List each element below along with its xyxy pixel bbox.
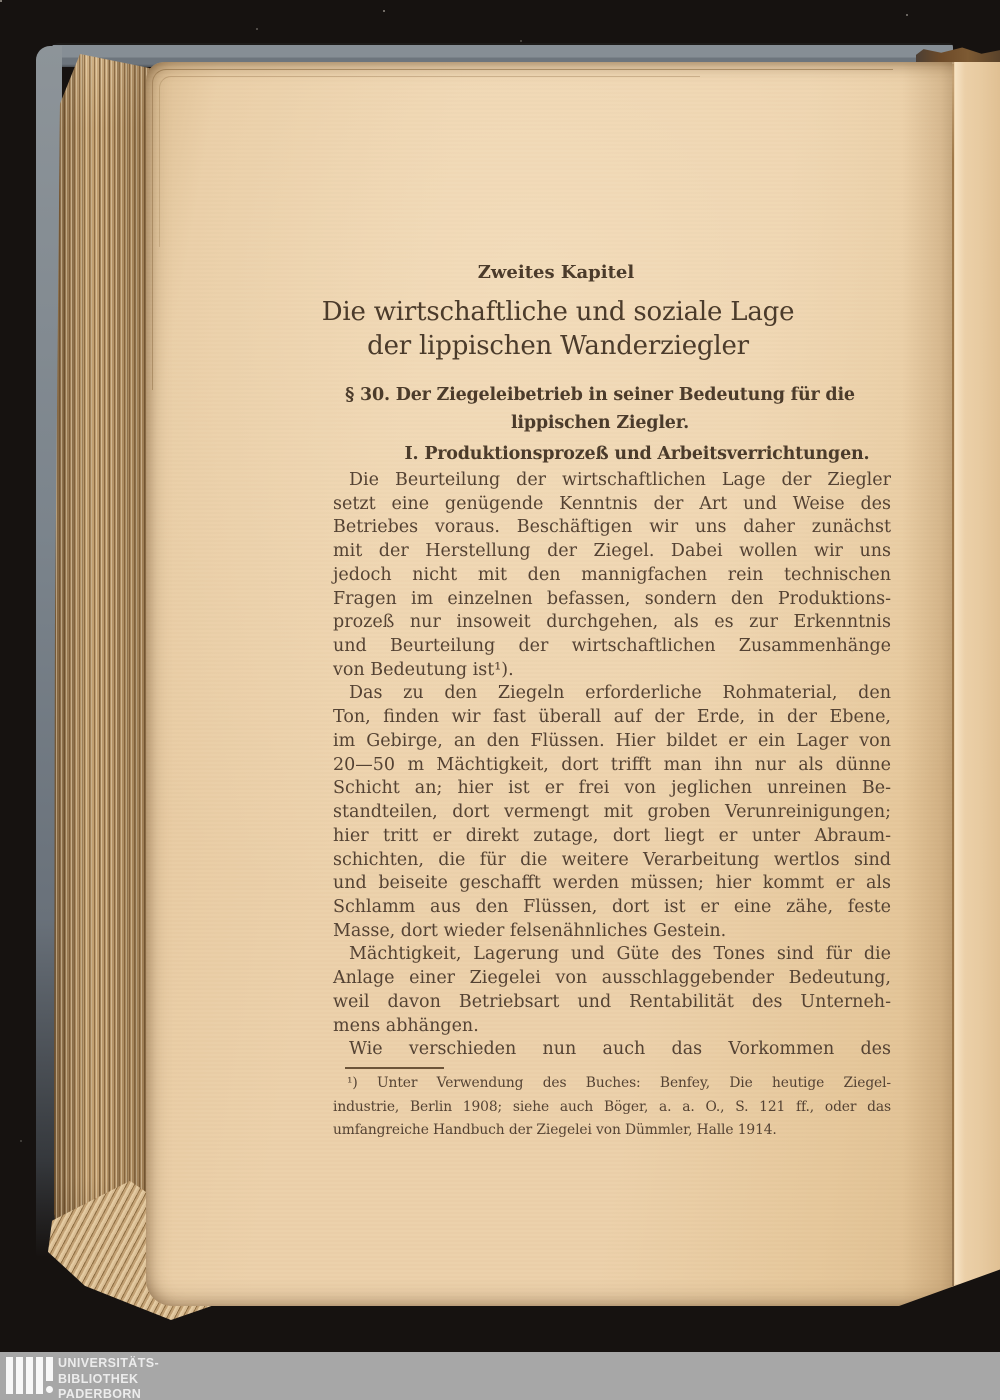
text-line: Schlamm aus den Flüssen, dort ist er eine zähe, feste	[333, 896, 891, 917]
text-line: prozeß nur insoweit durchgehen, als es zur Erkenntnis	[333, 612, 891, 633]
text-line: Ton, finden wir fast überall auf der Erde, in der Ebene,	[333, 707, 891, 728]
text-line: Schicht an; hier ist er frei von jeglichen unreinen Be-	[333, 778, 891, 799]
gutter-highlight	[955, 62, 965, 1284]
text-line: und Beurteilung der wirtschaftlichen Zusammenhänge	[333, 636, 891, 657]
text-line: jedoch nicht mit den mannigfachen rein technischen	[333, 564, 891, 585]
library-logo-exclamation	[46, 1357, 53, 1381]
book-page	[146, 62, 1000, 1306]
text-line: lippischen Ziegler.	[510, 412, 690, 433]
text-line: industrie, Berlin 1908; siehe auch Böger, a. a. O., S. 121 ff., oder das	[333, 1098, 891, 1115]
library-logo-bar	[16, 1357, 23, 1394]
text-line: Wie verschieden nun auch das Vorkommen des	[349, 1039, 891, 1060]
text-line: Die Beurteilung der wirtschaftlichen Lage der Ziegler	[349, 470, 891, 490]
gutter-shading	[902, 62, 952, 1306]
gutter-crease	[952, 64, 954, 1286]
library-logo-dot	[46, 1386, 53, 1393]
text-line: von Bedeutung ist¹).	[333, 659, 514, 680]
text-line: Mächtigkeit, Lagerung und Güte des Tones sind für die	[349, 944, 891, 965]
text-line: hier tritt er direkt zutage, dort liegt er unter Abraum-	[333, 825, 891, 846]
text-line: umfangreiche Handbuch der Ziegelei von Dümmler, Halle 1914.	[333, 1122, 777, 1139]
dust-specks	[0, 0, 2, 2]
text-line: Masse, dort wieder felsenähnliches Gestein.	[333, 920, 727, 941]
chapter-label: Zweites Kapitel	[477, 262, 635, 283]
section-heading	[321, 382, 879, 437]
text-line: der lippischen Wanderziegler	[367, 331, 749, 361]
text-line: schichten, die für die weitere Verarbeitung wertlos sind	[333, 849, 891, 870]
body-text	[333, 469, 891, 1062]
text-line: im Gebirge, an den Flüssen. Hier bildet er ein Lager von	[333, 730, 891, 751]
footnote	[333, 1072, 891, 1143]
text-line: ¹) Unter Verwendung des Buches: Benfey, Die heutige Ziegel-	[347, 1075, 891, 1091]
text-line: Das zu den Ziegeln erforderliche Rohmaterial, den	[349, 683, 891, 704]
library-logo-bar	[26, 1357, 33, 1394]
text-line: § 30. Der Ziegeleibetrieb in seiner Bedeutung für die	[345, 385, 855, 405]
text-line: und beiseite geschafft werden müssen; hier kommt er als	[333, 873, 891, 894]
footnote-separator	[345, 1067, 444, 1069]
text-line: 20—50 m Mächtigkeit, dort trifft man ihn nur als dünne	[333, 754, 891, 775]
paragraph	[333, 682, 891, 943]
paragraph	[333, 469, 891, 682]
text-line: Anlage einer Ziegelei von ausschlaggebender Bedeutung,	[333, 968, 891, 989]
watermark-band	[0, 1352, 1000, 1400]
text-line: standteilen, dort vermengt mit groben Verunreinigungen;	[333, 802, 891, 823]
text-line: Betriebes voraus. Beschäftigen wir uns daher zunächst	[333, 517, 891, 538]
text-line: Fragen im einzelnen befassen, sondern den Produktions-	[333, 588, 891, 609]
chapter-title	[279, 295, 837, 363]
text-line: Die wirtschaftliche und soziale Lage	[321, 297, 795, 327]
library-logo-icon	[6, 1357, 56, 1399]
library-logo-bar	[6, 1357, 13, 1394]
underlying-page-edge	[159, 76, 700, 247]
text-line: mens abhängen.	[333, 1015, 479, 1036]
text-line: mit der Herstellung der Ziegel. Dabei wollen wir uns	[333, 541, 891, 562]
subsection-heading: I. Produktionsprozeß und Arbeitsverrichtungen.	[404, 444, 870, 464]
text-line: BIBLIOTHEK	[58, 1371, 139, 1386]
library-name	[58, 1356, 159, 1400]
text-line: weil davon Betriebsart und Rentabilität des Unterneh-	[333, 991, 891, 1012]
paragraph	[333, 1038, 891, 1062]
paragraph	[333, 943, 891, 1038]
text-line: PADERBORN	[58, 1387, 142, 1400]
text-line: UNIVERSITÄTS-	[58, 1356, 160, 1370]
page-stack-edge	[54, 54, 154, 1302]
library-logo-bar	[36, 1357, 43, 1394]
text-line: setzt eine genügende Kenntnis der Art und Weise des	[333, 493, 891, 514]
